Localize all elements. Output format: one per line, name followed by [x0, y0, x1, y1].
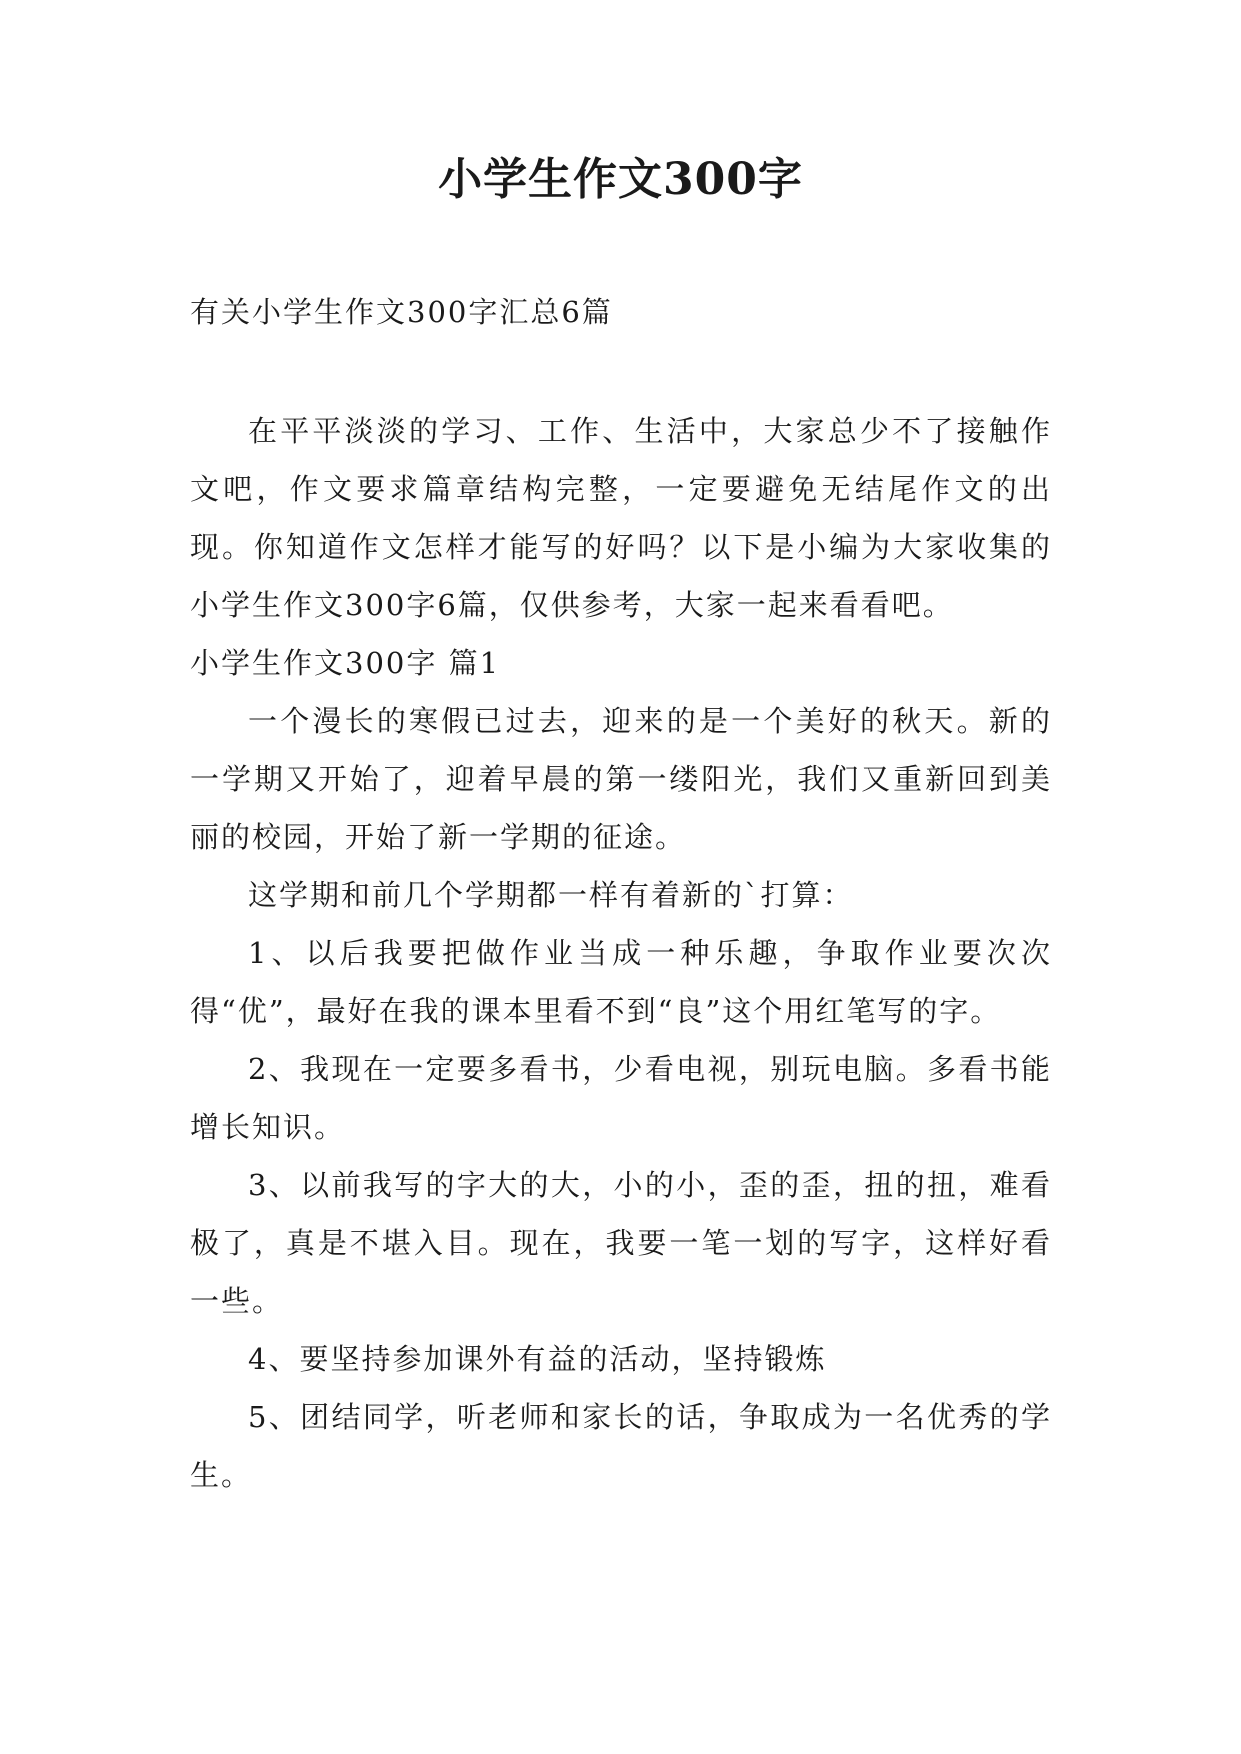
list-item-paragraph: 5、团结同学，听老师和家长的话，争取成为一名优秀的学生。 — [190, 1400, 1052, 1492]
list-item-paragraph: 4、要坚持参加课外有益的活动，坚持锻炼 — [248, 1342, 827, 1376]
list-item-paragraph: 1、以后我要把做作业当成一种乐趣，争取作业要次次得“优”，最好在我的课本里看不到“良”这个用红笔写的字。 — [190, 936, 1052, 1028]
list-item-paragraph: 2、我现在一定要多看书，少看电视，别玩电脑。多看书能增长知识。 — [190, 1052, 1052, 1144]
section-heading: 小学生作文300字 篇1 — [190, 646, 501, 680]
list-item-paragraph: 3、以前我写的字大的大，小的小，歪的歪，扭的扭，难看极了，真是不堪入目。现在，我要一笔一划的写字，这样好看一些。 — [190, 1168, 1052, 1318]
body-paragraph: 一个漫长的寒假已过去，迎来的是一个美好的秋天。新的一学期又开始了，迎着早晨的第一缕阳光，我们又重新回到美丽的校园，开始了新一学期的征途。 — [190, 704, 1052, 854]
body-paragraph: 这学期和前几个学期都一样有着新的`打算： — [248, 878, 854, 912]
intro-paragraph: 在平平淡淡的学习、工作、生活中，大家总少不了接触作文吧，作文要求篇章结构完整，一定要避免无结尾作文的出现。你知道作文怎样才能写的好吗？以下是小编为大家收集的小学生作文300字6篇，仅供参考，大家一起来看看吧。 — [190, 414, 1052, 622]
document-subtitle: 有关小学生作文300字汇总6篇 — [190, 295, 613, 329]
document-title: 小学生作文300字 — [438, 154, 803, 205]
document-body — [190, 402, 1052, 1504]
